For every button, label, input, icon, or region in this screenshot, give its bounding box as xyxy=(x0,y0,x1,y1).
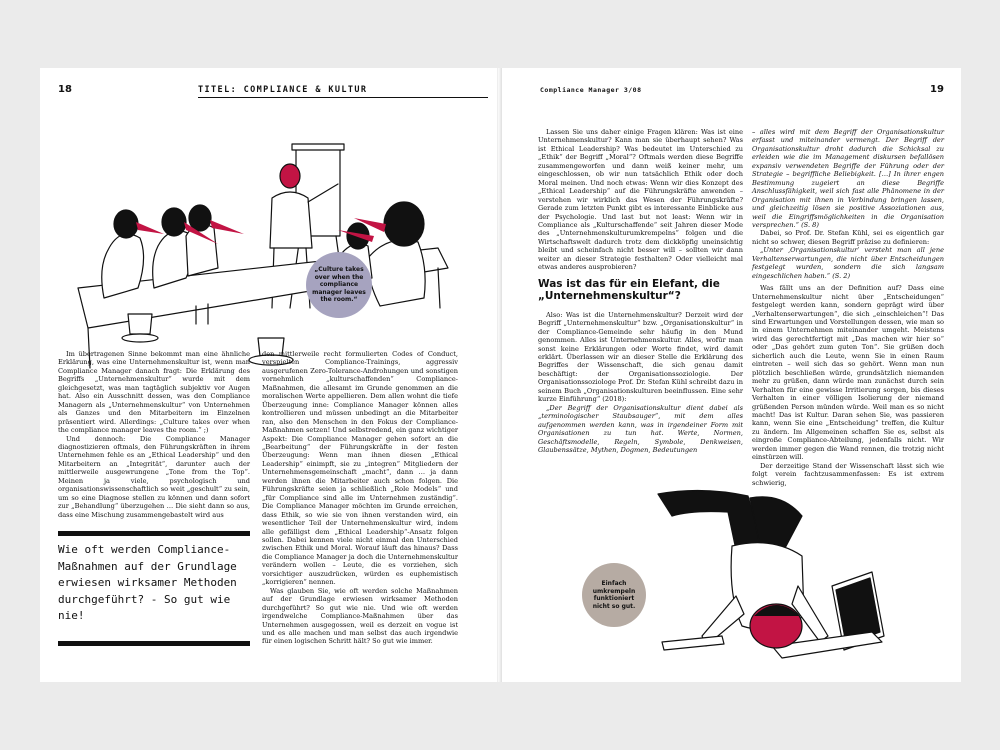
left-page xyxy=(40,68,497,682)
quote-paragraph: „Unter ‚Organisationskultur‘ versteht man all jene Verhaltenserwartungen, die nicht über Entscheidungen festgelegt wurden, sondern die sich langsam eingeschlichen haben.“ (S. 2) xyxy=(752,246,944,280)
quote-bubble-text: Einfach umkrempeln funktioniert nicht so gut. xyxy=(592,580,636,610)
paragraph: Also: Was ist die Unternehmenskultur? Derzeit wird der Begriff „Unternehmenskultur“ bzw. „Organisationskultur“ in der Compliance-Gemeinde sehr häufig in den Mund genommen. Alles ist Unternehmenskultur. Alles, wofür man sonst keine Erklärungen oder Worte findet, wird damit erklärt. Überlassen wir an dieser Stelle die Erklärung des Begriffes der Wissenschaft, die sich genau damit beschäftigt: der Organisationssoziologie. Der Organisationssoziologe Prof. Dr. Stefan Kühl schreibt dazu in seinem Buch „Organisationskulturen beeinflussen. Eine sehr kurze Einführung“ (2018): xyxy=(538,310,743,404)
paragraph: Der derzeitige Stand der Wissenschaft lässt sich wie folgt verein fachtzusammenfassen: Es ist extrem schwierig, xyxy=(752,461,944,487)
paragraph: Was fällt uns an der Definition auf? Dass eine Unternehmenskultur nicht über „Entscheidungen“ festgelegt werden kann, sondern geprägt wird über „Verhaltenserwartungen“, die sich „einschleichen“! Das sind Erwartungen und Vorstellungen dessen, wie man so in einem Unternehmen miteinander umgeht. Meistens wird das gerechtfertigt mit „Das machen wir hier so“ oder „Das gehört zum guten Ton“. Sie grüßen doch sicherlich auch die Leute, wenn Sie in einen Raum eintreten – weil sich das so gehört. Wenn man nun plötzlich beschließen würde, grundsätzlich niemanden mehr zu grüßen, dann würde man zunächst durch sein Verhalten für eine gewisse Irritierung sorgen, bis dieses Verhalten in einer völligen Isolierung der niemand grüßenden Person münden würde. Weil man es so nicht macht! Das ist Kultur. Daran sehen Sie, was passieren kann, wenn Sie eine „Entscheidung“ treffen, die Kultur zu ändern. Im Allgemeinen schaffen Sie es, selbst als eingroße Compliance-Abteilung, jedenfalls nicht. Wir werden immer gegen die Wand rennen, die trotzig nicht einstürzen will. xyxy=(752,284,944,462)
yoga-illustration xyxy=(632,486,922,678)
right-column-1 xyxy=(538,128,743,454)
section-heading: Was ist das für ein Elefant, die „Unternehmenskultur“? xyxy=(538,277,720,303)
paragraph: Im übertragenen Sinne bekommt man eine ähnliche Erklärung, was eine Unternehmenskultur ist, wenn man Compliance Manager danach fragt: Die Erklärung des Begriffs „Unternehmenskultur“ wurde mit dem gleichgesetzt, was man tagtäglich subjektiv vor Augen hat. Also ein Ausschnitt dessen, was den Compliance Managern als „Unternehmenskultur“ von Unternehmen als Ganzes und den Mitarbeitern im Einzelnen präsentiert wird. Allerdings: „Culture takes over when the compliance manager leaves the room.“ ;) xyxy=(58,350,250,435)
page-number-right: 19 xyxy=(930,84,944,95)
meeting-illustration xyxy=(68,138,458,378)
left-column-2 xyxy=(262,350,458,646)
paragraph: Dabei, so Prof. Dr. Stefan Kühl, sei es eigentlich gar nicht so schwer, diesen Begriff präzise zu definieren: xyxy=(752,229,944,246)
paragraph: Und dennoch: Die Compliance Manager diagnostizieren oftmals, den Führungskräften in ihrem Unternehmen fehle es an „Ethical Leadership“ und den Mitarbeitern an „Integrität“, darunter auch der mittlerweile ausgewrungene „Tone from the Top“. Meinen ja viele, psychologisch und organisationswissenschaftlich so weit „geschult“ zu sein, um so eine Diagnose stellen zu können und dann sofort zur „Behandlung“ überzugehen … Die sieht dann so aus, dass eine Mischung zusammengebastelt wird aus xyxy=(58,434,250,519)
right-column-2 xyxy=(752,128,944,487)
quote-paragraph: – alles wird mit dem Begriff der Organisationskultur erfasst und miteinander vermengt. Der Begriff der Organisationskultur droht dadurch die Schicksal zu erleiden wie die im Management diskursen befallösen expansiv verwendeten Begriffe der Führung oder der Strategie – begriffliche Beliebigkeit. […] In ihrer engen Bestimmung zugeiert an diese Begriffe Anschlussfähigkeit, weil sich fast alle Phänomene in der Organisation mit ihnen in Verbindung bringen lassen, und gleichzeitig lösen sie positive Assoziationen aus, weil die Eingriffsmöglichkeiten in die Organisation versprechen.“ (S. 8) xyxy=(752,128,944,229)
quote-bubble xyxy=(582,563,646,627)
quote-paragraph: „Der Begriff der Organisationskultur dient dabei als „terminologischer Staubsauger“, mit dem alles aufgenommen werden kann, was in irgendeiner Form mit Organisationen zu tun hat. Werte, Normen, Geschäftsmodelle, Regeln, Symbole, Denkweisen, Glaubenssätze, Mythen, Dogmen, Bedeutungen xyxy=(538,403,743,454)
paragraph: den mittlerweile recht formulierten Codes of Conduct, verspielten Compliance-Trainings, aggressiv ausgerufenen Zero-Tolerance-Androhungen und sonstigen vornehmlich „kulturschaffenden“ Compliance-Maßnahmen, die allesamt im Grunde genommen an die moralischen Werte appellieren. Dem allen wohnt die tiefe Überzeugung inne: Compliance Manager können alles kontrollieren und müssen unbedingt an die Mitarbeiter ran, also den Menschen in den Fokus der Compliance-Maßnahmen setzen! Und selbstredend, ein ganz wichtiger Aspekt: Die Compliance Manager gehen sofort an die „Bearbeitung“ der Führungskräfte in der festen Überzeugung: Wenn man ihnen diesen „Ethical Leadership“ einimpft, sie zu „integren“ Mitgliedern der Unternehmensgemeinschaft „macht“, dann … ja dann werden ihnen die Mitarbeiter auch schon folgen. Die Führungskräfte seien ja schließlich „Role Models“ und „für Compliance sind alle im Unternehmen zuständig“. Die Compliance Manager möchten im Grunde erreichen, dass Ethik, so wie sie von ihnen verstanden wird, ein wesentlicher Teil der Unternehmenskultur wird, indem alle gefälligst dem „Ethical Leadership“-Ansatz folgen sollen. Dabei kennen viele nicht einmal den Unterschied zwischen Ethik und Moral. Worauf läuft das hinaus? Dass die Compliance Manager ja doch die Unternehmenskultur verändern wollen – Leute, die es vorziehen, sich vorsichtiger auszudrücken, würden es euphemistisch „korrigieren“ nennen. xyxy=(262,350,458,587)
magazine-header: Compliance Manager 3/08 xyxy=(540,86,642,94)
paragraph: Lassen Sie uns daher einige Fragen klären: Was ist eine Unternehmenskultur? Kann man sie überhaupt sehen? Was ist Ethical Leadership? Was bedeutet im Unterschied zu „Ethik“ der Begriff „Moral“? Oftmals werden diese Begriffe zusammengeworfen und dann weiß keiner mehr, um eingeschlossen, ob wir nun tatsächlich Ethik oder doch Moral meinen. Und noch etwas: Wenn wir dies Konzept des „Ethical Leadership“ auf die Führungskräfte anwenden – verstehen wir wirklich das Wesen der Führungskräfte? Gerade zum letzten Punkt gibt es interessante Einblicke aus der Psychologie. Und last but not least: Wenn wir in Compliance als „Kulturschaffende“ seit Jahren dieser Mode des „Unternehmenskulturumkrempelns“ folgen und die Wirtschaftswelt dadurch trotz dem dickköpfig uneinsichtig bleibt und scheinfach nicht besser will – sollten wir dann weiter an dieser Strategie festhalten? Oder vielleicht mal etwas anderes ausprobieren? xyxy=(538,128,743,272)
header-rule xyxy=(198,97,488,98)
quote-bubble xyxy=(306,252,372,318)
page-number-left: 18 xyxy=(58,84,72,95)
left-column-1 xyxy=(58,350,250,519)
paragraph: Was glauben Sie, wie oft werden solche Maßnahmen auf der Grundlage erwiesen wirksamer Methoden durchgeführt? So gut wie nie. Und wie oft werden irgendwelche Compliance-Maßnahmen über das Unternehmen ausgegossen, weil es derzeit en vogue ist und es alle machen und man selbst das auch irgendwie für einen logischen Schritt hält? So gut wie immer. xyxy=(262,586,458,646)
quote-bubble-text: „Culture takes over when the compliance manager leaves the room.“ xyxy=(312,266,366,304)
pull-quote-rule-top xyxy=(58,531,250,536)
pull-quote-rule-bottom xyxy=(58,641,250,646)
right-page xyxy=(502,68,961,682)
pull-quote: Wie oft werden Compliance-Maßnahmen auf der Grundlage erwiesen wirksamer Methoden durchgeführt? - So gut wie nie! xyxy=(58,543,237,622)
section-header: TITEL: COMPLIANCE & KULTUR xyxy=(198,85,368,95)
